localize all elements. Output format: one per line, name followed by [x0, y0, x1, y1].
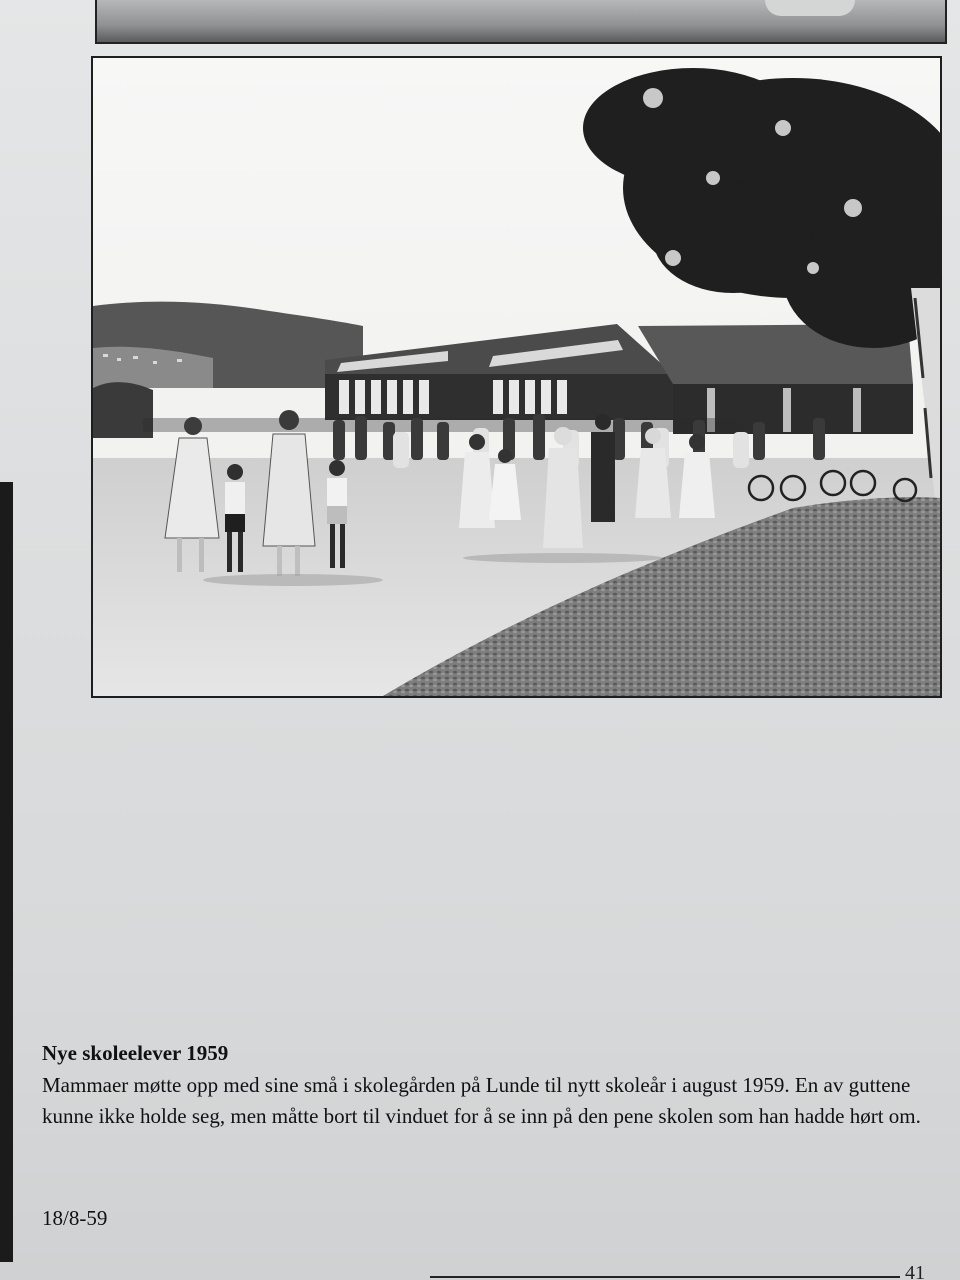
- ghost-line: [704, 920, 944, 942]
- ghost-line: [704, 810, 944, 832]
- ghost-line: [704, 788, 944, 810]
- caption-date: 18/8-59: [42, 1206, 108, 1230]
- school-yard-photo: [91, 56, 942, 698]
- photo-smudge: [765, 0, 855, 16]
- adjacent-page-edge: [0, 482, 13, 1262]
- ghost-line: [704, 876, 944, 898]
- bottom-rule: [430, 1276, 900, 1278]
- show-through-text: [704, 788, 944, 942]
- page-number: 41: [905, 1262, 925, 1280]
- ghost-line: [704, 832, 944, 854]
- previous-photo-edge: [95, 0, 947, 44]
- ghost-line: [704, 898, 944, 920]
- caption-title: Nye skoleelever 1959: [42, 1041, 229, 1065]
- caption-body: Mammaer møtte opp med sine små i skolegården på Lunde til nytt skoleår i august 1959. En av guttene kunne ikke holde seg, men måtte bort til vinduet for å se inn på den pene skolen som han hadde hørt om.: [42, 1073, 921, 1128]
- ghost-line: [704, 854, 944, 876]
- photo-illustration: [93, 58, 940, 696]
- photo-caption: [42, 1040, 942, 1132]
